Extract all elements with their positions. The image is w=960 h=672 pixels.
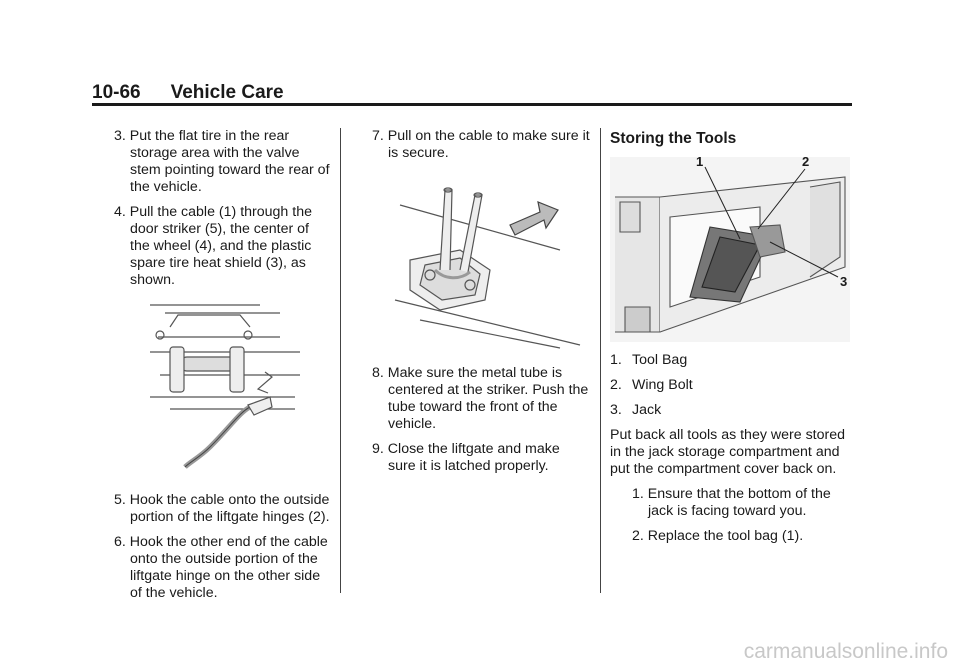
step-5 — [92, 492, 332, 526]
step-8 — [350, 365, 590, 433]
store-step-1 — [610, 486, 855, 520]
callout-2: 2 — [802, 154, 810, 169]
step-4 — [92, 204, 332, 289]
step-3 — [92, 128, 332, 196]
column-1 — [92, 128, 332, 610]
tool-storage-illustration — [610, 154, 850, 342]
step-text: Put the flat tire in the rear storage area with the valve stem pointing toward the rear of the vehicle. — [129, 128, 330, 195]
step-text: Replace the tool bag (1). — [647, 528, 804, 544]
legend-text: Wing Bolt — [632, 377, 693, 393]
column-divider-2 — [600, 128, 601, 593]
section-title: Vehicle Care — [170, 82, 284, 103]
legend-text: Jack — [632, 402, 662, 418]
step-number: 6. — [114, 534, 126, 550]
legend-item-2 — [610, 377, 855, 394]
step-number: 5. — [114, 492, 126, 508]
header-rule — [92, 103, 852, 106]
legend-item-3 — [610, 402, 855, 419]
watermark: carmanualsonline.info — [743, 640, 948, 663]
section-heading: Storing the Tools — [610, 130, 737, 147]
step-number: 1. — [632, 486, 644, 502]
column-divider-1 — [340, 128, 341, 593]
page-number: 10-66 — [92, 82, 141, 103]
striker-cable-illustration — [390, 170, 590, 355]
step-number: 4. — [114, 204, 126, 220]
page-header — [92, 82, 284, 104]
column-2 — [350, 128, 590, 483]
callout-3: 3 — [840, 274, 848, 289]
legend-number: 1. — [610, 352, 622, 368]
step-7 — [350, 128, 590, 162]
step-text: Hook the cable onto the outside portion of the liftgate hinges (2). — [129, 492, 330, 525]
step-number: 8. — [372, 365, 384, 381]
step-number: 3. — [114, 128, 126, 144]
step-text: Make sure the metal tube is centered at the striker. Push the tube toward the front of the vehicle. — [387, 365, 589, 432]
step-text: Ensure that the bottom of the jack is facing toward you. — [647, 486, 831, 519]
step-6 — [92, 534, 332, 602]
column-3 — [610, 128, 855, 553]
storage-paragraph: Put back all tools as they were stored in the jack storage compartment and put the compartment cover back on. — [610, 427, 846, 477]
legend-number: 2. — [610, 377, 622, 393]
callout-1: 1 — [696, 154, 704, 169]
step-number: 9. — [372, 441, 384, 457]
legend-item-1 — [610, 352, 855, 369]
step-text: Pull the cable (1) through the door striker (5), the center of the wheel (4), and the plastic spare tire heat shield (3), as shown. — [129, 204, 312, 288]
store-step-2 — [610, 528, 855, 545]
step-text: Close the liftgate and make sure it is latched properly. — [387, 441, 560, 474]
step-number: 7. — [372, 128, 384, 144]
legend-number: 3. — [610, 402, 622, 418]
step-9 — [350, 441, 590, 475]
step-number: 2. — [632, 528, 644, 544]
step-text: Hook the other end of the cable onto the outside portion of the liftgate hinge on the other side of the vehicle. — [129, 534, 328, 601]
liftgate-hinge-illustration — [130, 297, 332, 482]
legend-text: Tool Bag — [632, 352, 688, 368]
step-text: Pull on the cable to make sure it is secure. — [387, 128, 590, 161]
